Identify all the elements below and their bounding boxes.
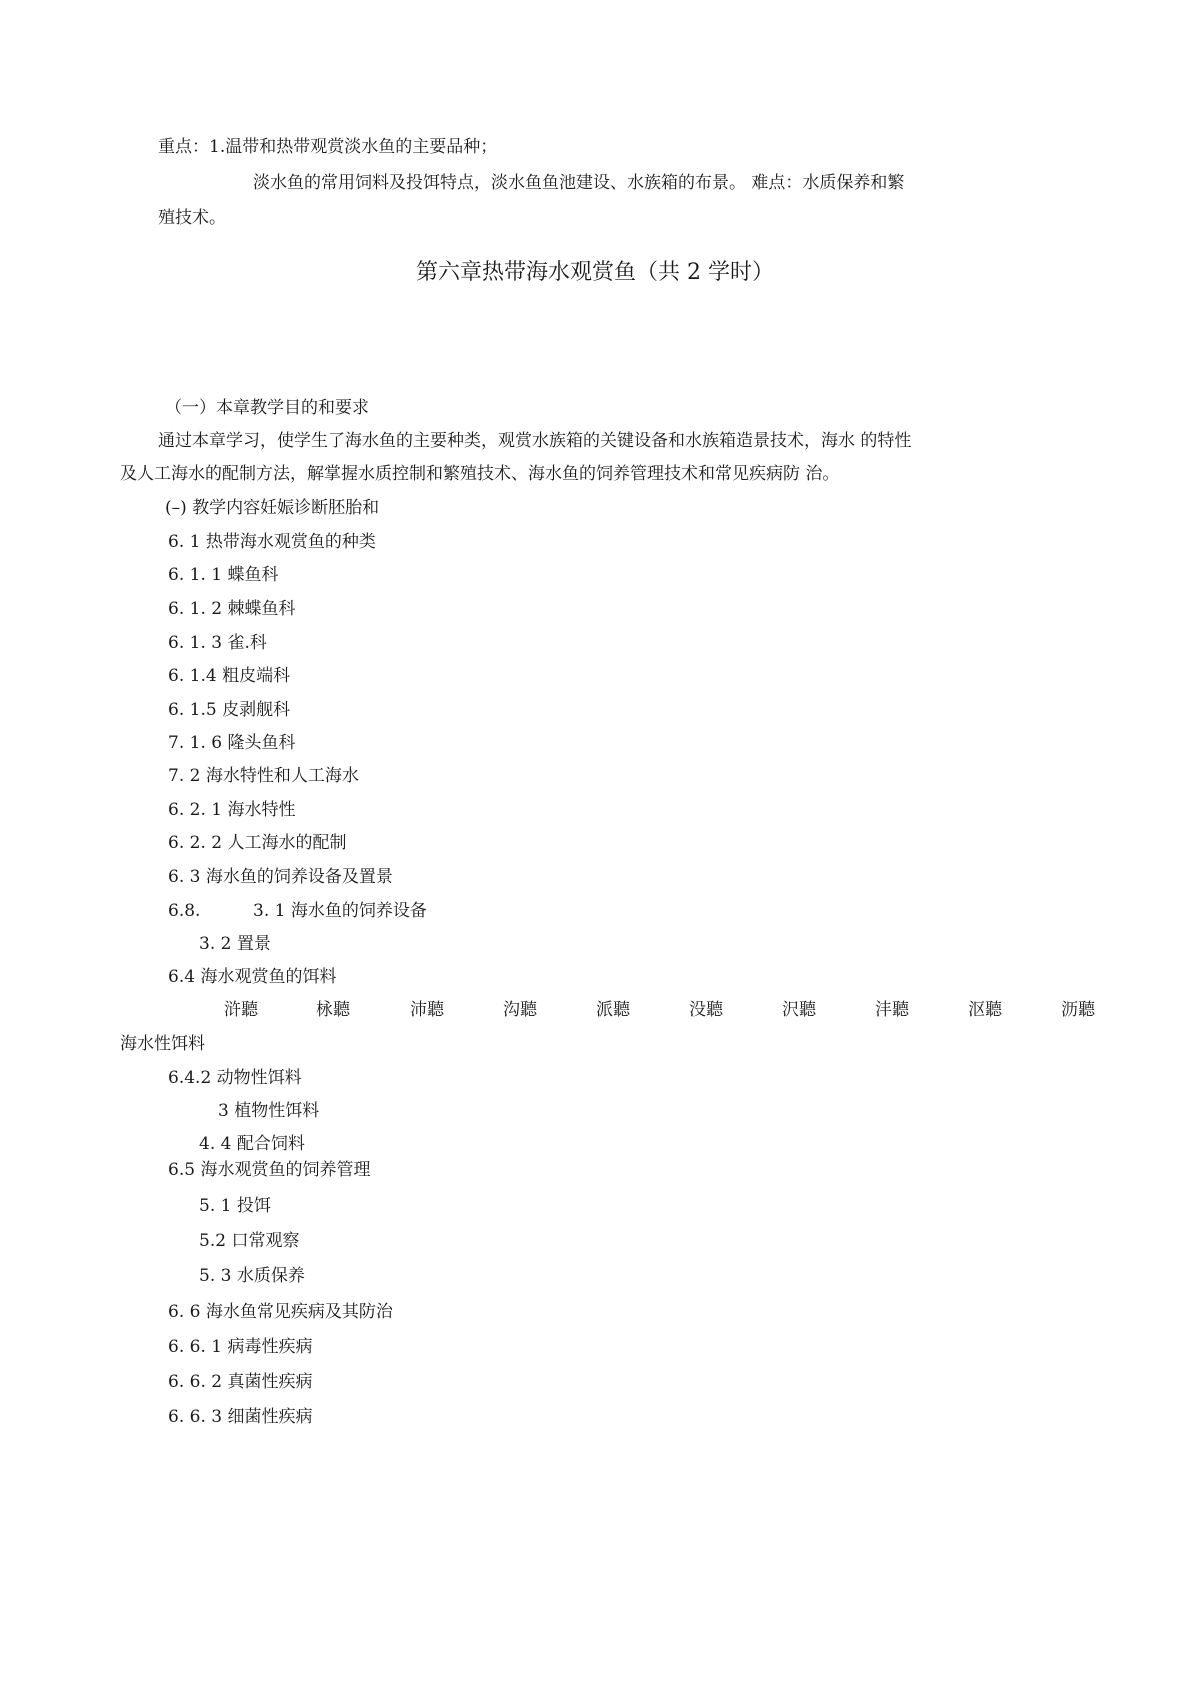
garbled-cell: 没聽	[689, 1000, 723, 1020]
disease-item: 6. 6. 1 病毒性疾病	[168, 1337, 313, 1357]
outline-item: 6. 1. 1 蝶鱼科	[168, 565, 279, 585]
seawater-feed-label: 海水性饵料	[120, 1034, 205, 1054]
section-content-heading: (–) 教学内容妊娠诊断胚胎和	[165, 498, 380, 518]
focus-line-3: 殖技术。	[158, 208, 226, 228]
outline-item: 6. 1.5 皮剥舰科	[168, 700, 291, 720]
outline-item: 3. 2 置景	[199, 934, 271, 954]
outline-item: 6. 1.4 粗皮端科	[168, 666, 291, 686]
outline-item: 3 植物性饵料	[218, 1101, 320, 1121]
outline-item: 6. 1 热带海水观赏鱼的种类	[168, 532, 376, 552]
garbled-cell: 沛聽	[410, 1000, 444, 1020]
outline-item: 6. 3 海水鱼的饲养设备及置景	[168, 867, 393, 887]
disease-item: 6. 6 海水鱼常见疾病及其防治	[168, 1302, 393, 1322]
outline-item: 7. 2 海水特性和人工海水	[168, 766, 359, 786]
garbled-cell: 沥聽	[1061, 1000, 1095, 1020]
goals-paragraph-line-1: 通过本章学习，使学生了海水鱼的主要种类，观赏水族箱的关键设备和水族箱造景技术，海水 的特性	[158, 431, 912, 451]
garbled-cell: 沤聽	[968, 1000, 1002, 1020]
garbled-cell: 栐聽	[316, 1000, 350, 1020]
chapter-title: 第六章热带海水观赏鱼（共 2 学时）	[416, 260, 774, 285]
outline-item: 6. 1. 2 棘蝶鱼科	[168, 599, 296, 619]
outline-item: 7. 1. 6 隆头鱼科	[168, 733, 296, 753]
outline-item: 5.2 口常观察	[199, 1231, 300, 1251]
outline-item-68-prefix: 6.8.	[168, 901, 201, 921]
garbled-cell: 沣聽	[875, 1000, 909, 1020]
outline-item: 6.4 海水观赏鱼的饵料	[168, 967, 337, 987]
outline-item: 6. 2. 2 人工海水的配制	[168, 833, 347, 853]
garbled-cell: 派聽	[596, 1000, 630, 1020]
garbled-cell: 沢聽	[782, 1000, 816, 1020]
outline-item: 6.5 海水观赏鱼的饲养管理	[168, 1160, 371, 1180]
outline-item: 6.4.2 动物性饵料	[168, 1068, 302, 1088]
garbled-cell: 浒聽	[224, 1000, 258, 1020]
outline-item: 6. 2. 1 海水特性	[168, 800, 296, 820]
garbled-cell: 沟聽	[503, 1000, 537, 1020]
goals-paragraph-line-2: 及人工海水的配制方法，解掌握水质控制和繁殖技术、海水鱼的饲养管理技术和常见疾病防 治。	[120, 464, 840, 484]
outline-item: 4. 4 配合饲料	[199, 1134, 305, 1154]
outline-item: 6. 1. 3 雀.科	[168, 633, 267, 653]
section-goals-heading: （一）本章教学目的和要求	[165, 398, 369, 418]
focus-line-2: 淡水鱼的常用饲料及投饵特点，淡水鱼鱼池建设、水族箱的布景。 难点：水质保养和繁	[253, 173, 905, 193]
outline-item-68-text: 3. 1 海水鱼的饲养设备	[253, 901, 427, 921]
outline-item: 5. 1 投饵	[199, 1196, 271, 1216]
focus-line-1: 重点：1.温带和热带观赏淡水鱼的主要品种；	[158, 137, 498, 157]
outline-item: 5. 3 水质保养	[199, 1266, 305, 1286]
disease-item: 6. 6. 3 细菌性疾病	[168, 1407, 313, 1427]
disease-item: 6. 6. 2 真菌性疾病	[168, 1372, 313, 1392]
